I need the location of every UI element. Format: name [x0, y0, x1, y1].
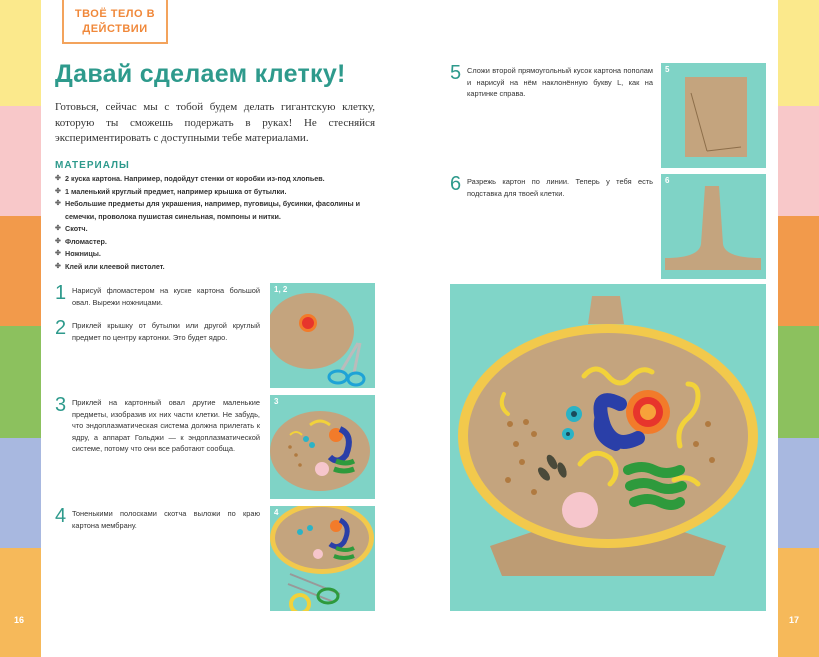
finished-cell-model-image: [450, 284, 766, 611]
list-item: ✤ 2 куска картона. Например, подойдут стенки от коробки из-под хлопьев.: [55, 173, 385, 186]
step-1: 1 Нарисуй фломастером на куске картона большой овал. Вырежи ножницами.: [55, 282, 260, 307]
photo-step-5: [661, 63, 766, 168]
list-item: ✤ Ножницы.: [55, 248, 385, 261]
photo-label: 6: [665, 176, 670, 185]
photo-label: 1, 2: [274, 285, 288, 294]
step-text: Приклей крышку от бутылки или другой круглый предмет по центру картонки. Это будет ядро.: [72, 321, 260, 342]
step-2: 2 Приклей крышку от бутылки или другой круглый предмет по центру картонки. Это будет ядро.: [55, 317, 260, 342]
step-4: 4 Тоненькими полосками скотча выложи по краю картона мембрану.: [55, 505, 260, 530]
cardboard-stand-image: [661, 174, 766, 279]
step-6: 6 Разрежь картон по линии. Теперь у тебя есть подставка для твоей клетки.: [450, 173, 653, 198]
cell-parts-image: [270, 395, 375, 499]
step-text: Сложи второй прямоугольный кусок картона пополам и нарисуй на нём наклонённую букву L, как на картинке справа.: [467, 66, 653, 98]
step-text: Приклей на картонный овал другие маленькие предметы, изобразив их них части клетки. Не забудь, что эндоплазматическая система должна прилегать к ядру, а аппарат Гольджи — к эндоплазматической системе, потому что они все работают сообща.: [72, 398, 260, 453]
cardboard-oval-image: [270, 283, 375, 388]
step-3: 3 Приклей на картонный овал другие маленькие предметы, изобразив их них части клетки. Не забудь, что эндоплазматическая система должна прилегать к ядру, а аппарат Гольджи — к эндоплазматической системе, потому что они все работают сообща.: [55, 394, 260, 453]
page-title: Давай сделаем клетку!: [55, 60, 346, 88]
photo-label: 4: [274, 508, 279, 517]
photo-step-6: [661, 174, 766, 279]
photo-step-1-2: [270, 283, 375, 388]
tape-membrane-image: [270, 506, 375, 611]
photo-final-cell: [450, 284, 766, 611]
photo-label: 5: [665, 65, 670, 74]
photo-step-3: [270, 395, 375, 499]
list-item: ✤ 1 маленький круглый предмет, например крышка от бутылки.: [55, 186, 385, 199]
step-5: 5 Сложи второй прямоугольный кусок картона пополам и нарисуй на нём наклонённую букву L, как на картинке справа.: [450, 62, 653, 98]
section-badge: ТВОЁ ТЕЛО В ДЕЙСТВИИ: [62, 0, 168, 44]
list-item: ✤ Фломастер.: [55, 236, 385, 249]
page-number-left: 16: [14, 615, 25, 625]
step-text: Тоненькими полосками скотча выложи по краю картона мембрану.: [72, 509, 260, 530]
page-number-right: 17: [789, 615, 800, 625]
materials-heading: МАТЕРИАЛЫ: [55, 160, 130, 171]
list-item: ✤ Клей или клеевой пистолет.: [55, 261, 385, 274]
intro-text: Готовься, сейчас мы с тобой будем делать гигантскую клетку, которую ты сможешь подержать в руках! Не стесняйся экспериментировать с доступными тебе материалами.: [55, 101, 375, 144]
folded-cardboard-image: [661, 63, 766, 168]
photo-label: 3: [274, 397, 279, 406]
step-text: Нарисуй фломастером на куске картона большой овал. Вырежи ножницами.: [72, 286, 260, 307]
materials-list: [55, 173, 385, 273]
step-text: Разрежь картон по линии. Теперь у тебя есть подставка для твоей клетки.: [467, 177, 653, 198]
list-item: ✤ Небольшие предметы для украшения, например, пуговицы, бусинки, фасолины и семечки, проволока пушистая синельная, помпоны и нитки.: [55, 198, 385, 223]
list-item: ✤ Скотч.: [55, 223, 385, 236]
photo-step-4: [270, 506, 375, 611]
